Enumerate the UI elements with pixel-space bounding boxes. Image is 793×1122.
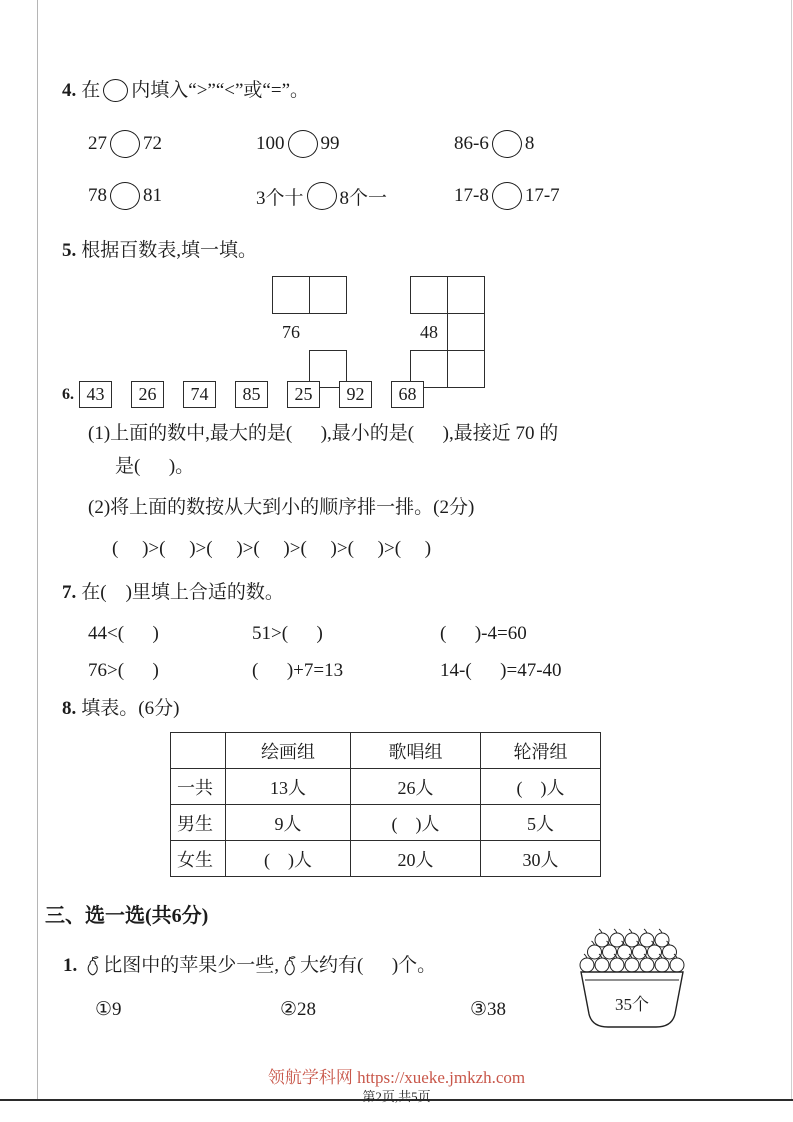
fill-blank-expression: 14-( )=47-40 (440, 660, 562, 681)
comparison-right: 17-7 (524, 185, 560, 206)
table-cell: 26人 (351, 769, 481, 805)
apple-stem (644, 929, 647, 933)
table-cell: ( )人 (481, 769, 601, 805)
apple-icon (595, 958, 609, 972)
q6-sub1-line1: (1)上面的数中,最大的是( ),最小的是( ),最接近 70 的 (88, 423, 559, 444)
comparison-left: 27 (88, 133, 107, 154)
comparison-item (88, 130, 256, 158)
comparison-right: 8 (524, 133, 535, 154)
apple-icon (603, 945, 617, 959)
option-item: ②28 (280, 999, 317, 1020)
fill-blank-expression: 44<( ) (88, 623, 159, 644)
apple-icon (655, 933, 669, 947)
number-cards-row (62, 381, 765, 408)
table-header-cell (171, 733, 226, 769)
comparison-left: 78 (88, 185, 107, 206)
table-cell: 5人 (481, 805, 601, 841)
apple-stem (592, 941, 595, 945)
comparison-item (256, 130, 454, 158)
number-card: 26 (131, 381, 164, 408)
table-cell: ( )人 (351, 805, 481, 841)
apple-icon (663, 945, 677, 959)
table-row (171, 769, 601, 805)
question-7-title (62, 578, 765, 608)
comparison-left: 3个十 (256, 187, 304, 209)
question-7-text: 在( )里填上合适的数。 (81, 582, 284, 603)
number-cards (79, 381, 443, 408)
hundred-chart-shapes (62, 272, 765, 394)
question-5 (62, 236, 765, 394)
q6-sub2: (2)将上面的数按从大到小的顺序排一排。(2分) (88, 497, 475, 518)
pear-icon (281, 955, 298, 977)
q6-order-blanks: ( )>( )>( )>( )>( )>( )>( ) (112, 538, 432, 559)
compare-circle (110, 130, 140, 158)
apple-icon (640, 958, 654, 972)
hundred-chart-empty-cell (447, 276, 485, 314)
comparison-item (88, 182, 256, 210)
hundred-chart-empty-cell (410, 276, 448, 314)
apple-icon (588, 945, 602, 959)
question-8-title (62, 694, 765, 724)
page-border-right (791, 0, 792, 1100)
page-border-left (37, 0, 38, 1100)
table-row (171, 805, 601, 841)
table-cell: 13人 (226, 769, 351, 805)
apple-icon (633, 945, 647, 959)
number-card: 68 (391, 381, 424, 408)
table-header-cell: 歌唱组 (351, 733, 481, 769)
fill-blank-grid (88, 620, 765, 685)
apple-icon (610, 958, 624, 972)
apple-icon (595, 933, 609, 947)
question-4 (62, 76, 765, 210)
hundred-chart-empty-cell (272, 276, 310, 314)
table-cell: 9人 (226, 805, 351, 841)
compare-circle (492, 182, 522, 210)
question-7 (62, 578, 765, 685)
question-8-text: 填表。(6分) (81, 698, 180, 719)
table-row-header: 女生 (171, 841, 226, 877)
section-3-title: 三、选一选(共6分) (45, 905, 209, 927)
s3-q1-text2: 大约有( )个。 (300, 955, 437, 976)
table-row (171, 841, 601, 877)
apple-icon (580, 958, 594, 972)
number-card: 25 (287, 381, 320, 408)
comparison-right: 81 (143, 185, 162, 206)
number-card: 43 (79, 381, 112, 408)
comparison-right: 99 (320, 133, 340, 154)
hundred-chart-empty-cell (309, 276, 347, 314)
comparison-item (454, 130, 765, 158)
table-row-header: 男生 (171, 805, 226, 841)
comparison-item (454, 182, 765, 210)
comparison-left: 17-8 (454, 185, 489, 206)
table-header-cell: 轮滑组 (481, 733, 601, 769)
footer-site-watermark: 领航学科网 https://xueke.jmkzh.com (267, 1068, 526, 1087)
apple-icon (640, 933, 654, 947)
fill-blank-expression: ( )+7=13 (252, 660, 344, 681)
basket-count-label: 35个 (615, 995, 649, 1014)
apple-stem (584, 954, 587, 958)
apple-icon (610, 933, 624, 947)
compare-circle (307, 182, 337, 210)
hundred-chart-empty-cell (447, 313, 485, 351)
table-header-cell: 绘画组 (226, 733, 351, 769)
fill-blank-expression: 76>( ) (88, 660, 159, 681)
apple-stem (629, 929, 632, 933)
question-4-number: 4. (62, 80, 77, 101)
apple-icon (625, 933, 639, 947)
q6-sub1-line2: 是( )。 (115, 456, 195, 477)
option-item: ③38 (470, 999, 507, 1020)
compare-circle-icon (103, 79, 128, 102)
comparison-grid (88, 130, 765, 210)
comparison-left: 100 (256, 133, 285, 154)
question-4-text-post: 内填入“>”“<”或“=”。 (131, 80, 310, 101)
question-6 (62, 381, 765, 564)
question-8 (62, 694, 765, 877)
question-4-title (62, 76, 765, 106)
apple-basket-illustration (566, 926, 698, 1048)
apple-icon (655, 958, 669, 972)
comparison-left: 86-6 (454, 133, 489, 154)
apple-stem (599, 929, 602, 933)
comparison-right: 72 (143, 133, 162, 154)
groups-table (170, 732, 601, 877)
option-item: ①9 (95, 999, 122, 1020)
apple-pile (580, 929, 684, 972)
table-cell: 20人 (351, 841, 481, 877)
question-5-number: 5. (62, 240, 77, 261)
question-5-title (62, 236, 765, 266)
number-card: 92 (339, 381, 372, 408)
apple-stem (614, 929, 617, 933)
table-header-row (171, 733, 601, 769)
apple-icon (625, 958, 639, 972)
apple-icon (670, 958, 684, 972)
question-8-number: 8. (62, 698, 77, 719)
compare-circle (492, 130, 522, 158)
apple-stem (659, 929, 662, 933)
fill-blank-expression: 51>( ) (252, 623, 323, 644)
question-4-text-pre: 在 (81, 80, 101, 101)
question-7-number: 7. (62, 582, 77, 603)
table-row-header: 一共 (171, 769, 226, 805)
comparison-item (256, 182, 454, 210)
number-card: 74 (183, 381, 216, 408)
question-5-text: 根据百数表,填一填。 (81, 240, 258, 261)
s3-q1-number: 1. (63, 955, 78, 976)
pear-icon (84, 955, 101, 977)
s3-q1-text1: 比图中的苹果少一些, (103, 955, 280, 976)
apple-icon (618, 945, 632, 959)
compare-circle (288, 130, 318, 158)
hundred-chart-number-cell: 48 (420, 321, 438, 342)
fill-blank-expression: ( )-4=60 (440, 623, 527, 644)
table-cell: 30人 (481, 841, 601, 877)
hundred-chart-number-cell: 76 (282, 321, 300, 342)
number-card: 85 (235, 381, 268, 408)
compare-circle (110, 182, 140, 210)
question-6-number: 6. (62, 385, 74, 403)
apple-icon (648, 945, 662, 959)
footer-page-number: 第2页,共5页 (362, 1089, 431, 1104)
table-cell: ( )人 (226, 841, 351, 877)
comparison-right: 8个一 (339, 187, 388, 209)
